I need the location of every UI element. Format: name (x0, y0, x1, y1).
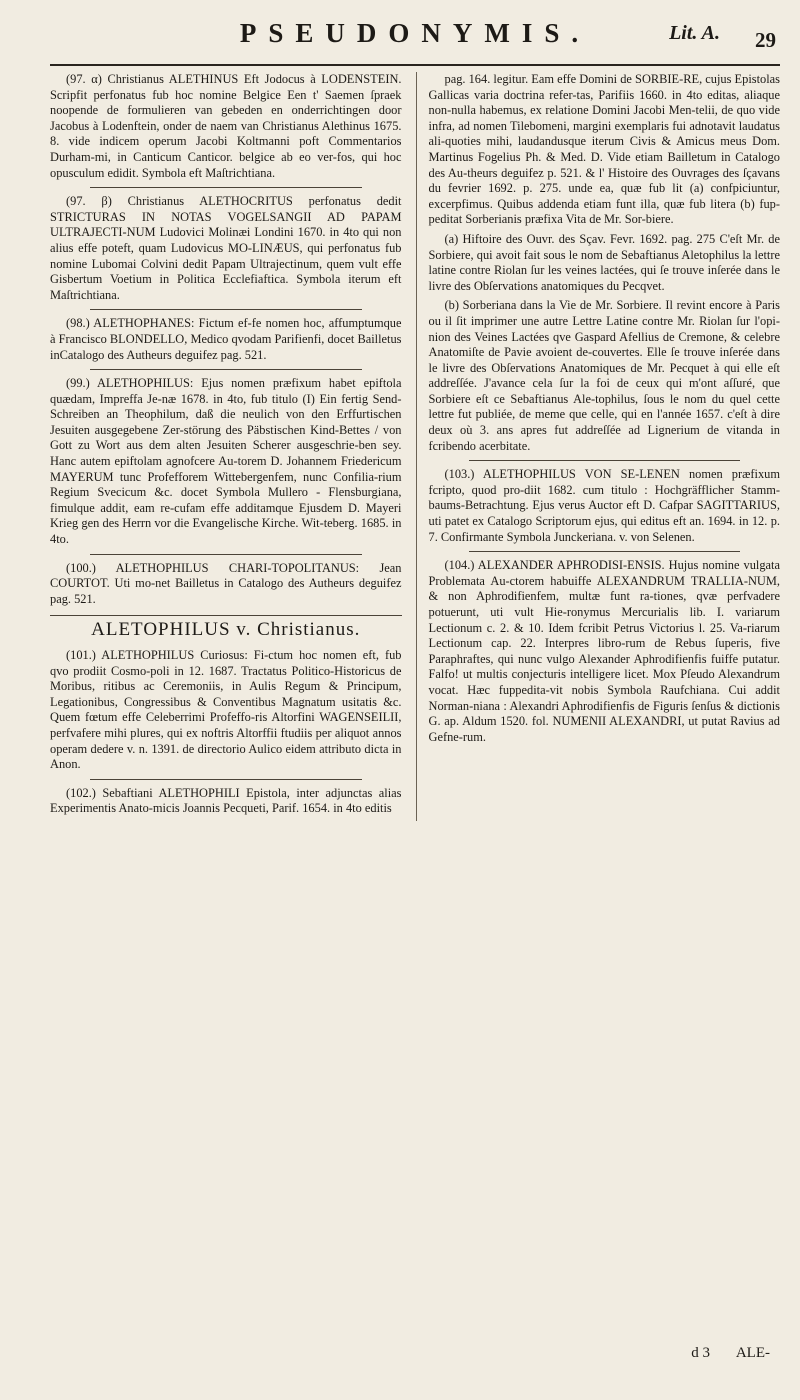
running-title: PSEUDONYMIS. (239, 18, 591, 48)
entry-separator (469, 460, 741, 461)
left-column (50, 72, 402, 821)
entry-99: (99.) ALETHOPHILUS: Ejus nomen præfixum habet epiftola quædam, Impreffa Je-næ 1678. in 4to, fub titulo (I) Ein fertig Send-Schreiben an Theophilum, daß die neulich von den Erffurtischen Jesuiten ausgegebene Zer-störung des Päbstischen Kind-Bettes / von Gott zu Wort aus dem alten Jesuiten Scherer ausgeschrie-ben sey. Hanc autem epiftolam agnofcere Au-torem D. Johannem Friedericum MAYERUM tunc Profefforem Wittebergenfem, nunc Confilia-rium Regium Svecicum &c. docet Symbola Mullero - Flensburgiana, fimulque addit, eam re-cufam effe additamque Ejusdem D. Mayeri Krieg gen des Herrn vor die Evangelische Kirche. Wit-teberg. 1685. in 4to. (50, 376, 402, 547)
running-section: Lit. A. (669, 22, 720, 44)
header-rule (50, 64, 780, 66)
entry-separator (90, 554, 362, 555)
signature-mark: d 3 (691, 1345, 710, 1361)
entry-separator (90, 369, 362, 370)
two-column-body (50, 72, 780, 821)
page-number: 29 (755, 28, 776, 52)
footnote-b: (b) Sorberiana dans la Vie de Mr. Sorbiere. Il revint encore à Paris ou il ſit imprimer une autre Lettre Latine contre Mr. Riolan ſur l'opi-nion des Veines Lactées qve Gaspard Afellius de Cremone, & celebre Anatomiſte de Pavie avoient de-couvertes. Elle ſe trouve inſerée dans le livre des Obſervations Anatomiques de Mr. Pecquet à qui elle eſt addreſſée. J'avance cela ſur la foi de ceux qui m'ont aſſuré, que Sorbiere eſt ce Sebaftianus Ale-tophilus, ſous le nom du quel cette lettre fut publiée, de meme que celle, qui en l'année 1657. c'eſt à dire deux où 3. ans apres fut addreſſée ad Lignerium de vitanda in fcribendo acerbitate. (428, 298, 780, 453)
right-column (416, 72, 781, 821)
entry-separator (90, 779, 362, 780)
entry-103: (103.) ALETHOPHILUS VON SE-LENEN nomen præfixum fcripto, quod pro-diit 1682. cum titulo : Hochgräfflicher Stamm-baums-Betrachtung. Ejus verus Auctor eft D. Cafpar SAGITTARIUS, uti patet ex Catalogo Scriptorum ejus, qui editus eft an. 1694. in 12. p. 7. Confirmante Symbola Junckeriana. v. von Selenen. (428, 467, 780, 544)
entry-100: (100.) ALETHOPHILUS CHARI-TOPOLITANUS: Jean COURTOT. Uti mo-net Bailletus in Catalogo des Autheurs deguifez pag. 521. (50, 560, 402, 606)
entry-separator (469, 551, 741, 552)
page-header (50, 14, 780, 64)
section-heading: ALETOPHILUS v. Christianus. (50, 615, 402, 638)
entry-102-continued: pag. 164. legitur. Eam effe Domini de SORBIE-RE, cujus Epistolas Gallicas varia doctrina refer-tas, Parifiis 1660. in 4to editas, aliaque non-nulla habemus, ex relatione Domini Jacobi Men-telii, de quo vide infra, ad nomen Tilebomeni, margini exemplaris fui adnotavit laudatus ali-quoties mihi, laudandusque iterum Civis & Amicus meus Dom. Martinus Fogelius Ph. & Med. D. Vide etiam Bailletum in Catalogo des Au-theurs deguifez p. 521. & l' Histoire des Ouvrages des ſçavans du fevrier 1692. p. 275. unde ea, quæ fub lit (a) confpiciuntur, excerpfimus. Quibus addenda etiam funt illa, quæ fub litera (b) fup-peditat Sorberianis præfixa Vita de Mr. Sor-biere. (428, 72, 780, 227)
entry-separator (90, 187, 362, 188)
entry-98: (98.) ALETHOPHANES: Fictum ef-fe nomen hoc, affumptumque à Francisco BLONDELLO, Medico qvodam Parifienfi, docet Bailletus inCatalogo des Autheurs deguifez pag. 521. (50, 316, 402, 362)
entry-97b: (97. β) Christianus ALETHOCRITUS perfonatus dedit STRICTURAS IN NOTAS VOGELSANGII AD PAPAM ULTRAJECTI-NUM Ludovici Molinæi Londini 1670. in 4to qui non alius effe poteft, quam Ludovicus MO-LINÆUS, qui perfonatus fub nomine Lubomai Colvini dedit Papam Ultrajectinum, quem vult effe Gisbertum Voetium in Politica Ecclefiaftica. Symbola iterum eft Maſtrichtiana. (50, 194, 402, 302)
entry-97a: (97. α) Christianus ALETHINUS Eft Jodocus à LODENSTEIN. Scripfit perfonatus fub hoc nomine Belgice Een t' Saemen ſpraek noopende de formulieren van gebeden en onderrichtingen door Jacobus à Lodenftein, onder de naem van Christianus Alethinus 1675. 8. vide indicem operum Jacobi Koltmanni poft Commentarios Durham-mi, in Canticum Canticor. belgice ab eo ver-fos, qui hoc opusculum edidit. Symbola eft Maſtrichtiana. (50, 72, 402, 180)
entry-separator (90, 309, 362, 310)
entry-104: (104.) ALEXANDER APHRODISI-ENSIS. Hujus nomine vulgata Problemata Au-ctorem habuiffe ALEXANDRUM TRALLIA-NUM, & non Aphrodifienfem, multæ funt ra-tiones, qvæ perfvadere potuerunt, uti vult Hie-ronymus Mercurialis lib. I. variarum Lectionum c. 2. & 10. Idem fcribit Petrus Victorius l. 25. Va-riarum Lectionum cap. 22. Interpres libro-rum de Rebus ſuperis, five Paraphraftes, qui nunc vulgo Alexander Aphrodifienfis fuiffe putatur. Falfo! ut multis conjecturis intelligere licet. Mox Pſeudo Alexandrum vocat. Hæc fuppedita-vit nobis Symbola Raufchiana. Cui addit Norman-niana : Alexandri Aphrodifienfis de Figuris ſenſus & dictionis G. ap. Aldum 1520. fol. NUMENII ALEXANDRI, ut putat Ravius ad Gefne-rum. (428, 558, 780, 744)
catchword: ALE- (735, 1345, 770, 1361)
entry-101: (101.) ALETHOPHILUS Curiosus: Fi-ctum hoc nomen eft, fub qvo prodiit Cosmo-poli in 12. 1687. Tractatus Politico-Historicus de Moribus, ritibus ac Ceremoniis, in Aulis Regum & Principum, Legationibus, Congressibus & Conventibus Magnatum usitatis &c. Quem fœtum effe Celeberrimi Profeffo-ris Altorfini WAGENSEILII, perfvafere mihi plures, qui ex noftris Altorffii ftudiis per aliquot annos operam dedere v. n. 1391. de directorio Aulico eidem attributo dicta in Anon. (50, 648, 402, 772)
entry-102: (102.) Sebaftiani ALETHOPHILI Epistola, inter adjunctas alias Experimentis Anato-micis Joannis Pecqueti, Parif. 1654. in 4to editis (50, 785, 402, 816)
footnote-a: (a) Hiftoire des Ouvr. des Sçav. Fevr. 1692. pag. 275 C'eſt Mr. de Sorbiere, qui avoit fait sous le nom de Sebaftianus Aletophilus la lettre latine contre Riolan ſur les veines lactées, qui ſe trouve inſerée dans le livre des Obſervations anatomiques du Pecqvet. (428, 231, 780, 293)
